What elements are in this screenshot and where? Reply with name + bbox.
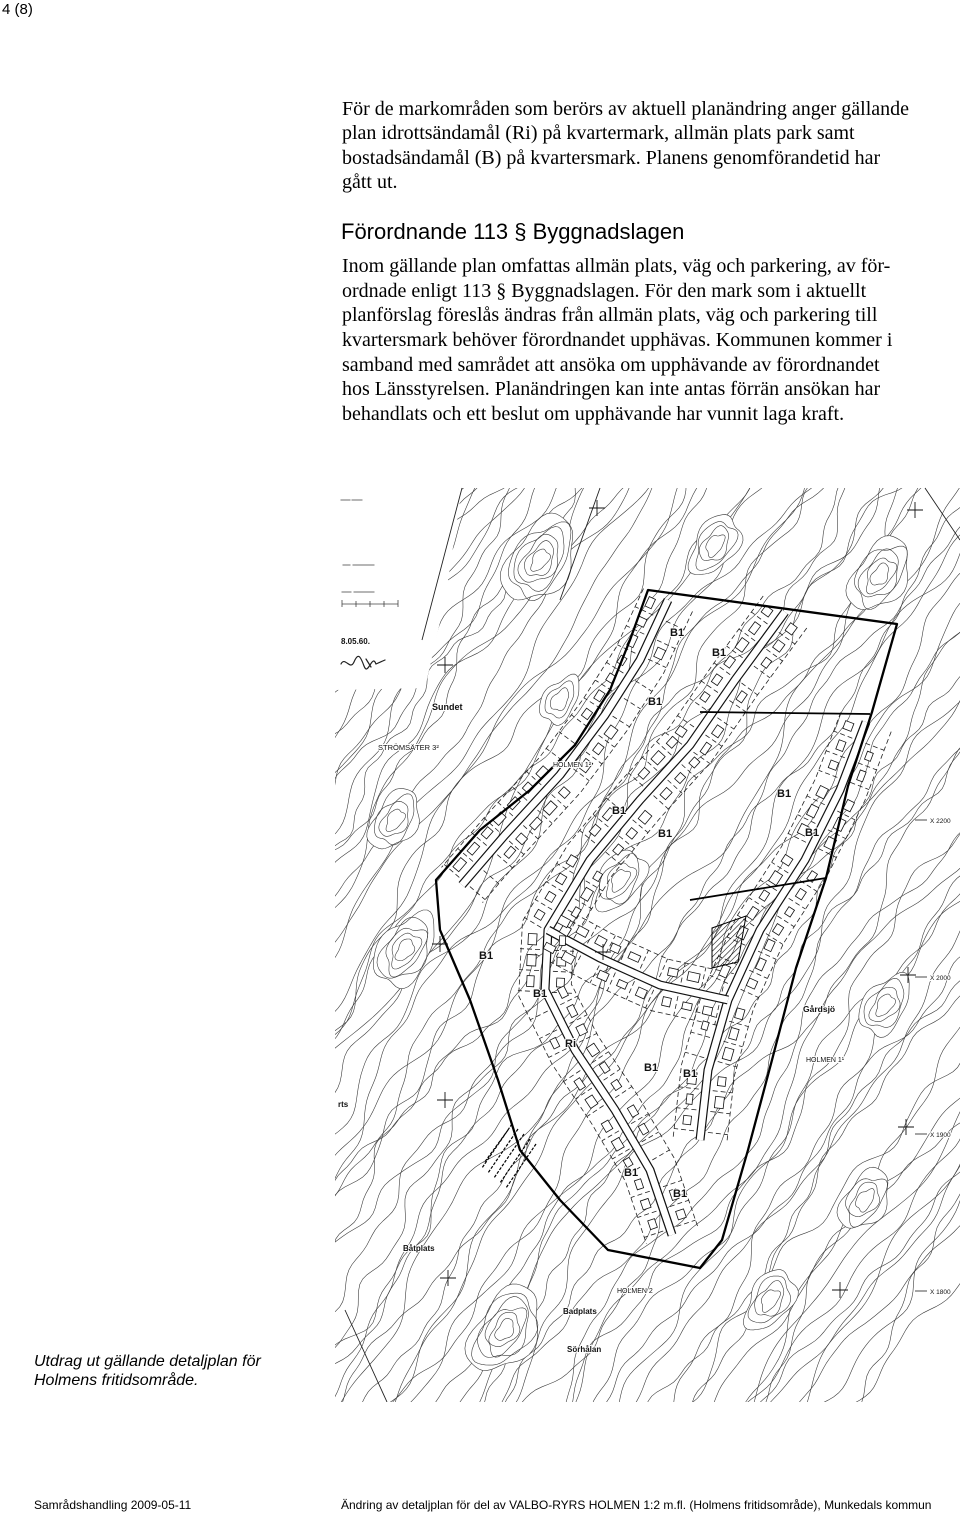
building-footprint [626, 828, 637, 840]
lot-divider [685, 1052, 704, 1058]
zone-label-b1: B1 [712, 647, 727, 659]
contour-line [389, 486, 960, 1402]
lot-divider [553, 971, 573, 972]
building-footprint [654, 647, 666, 660]
property-label-holmen-2: HOLMEN 2 [617, 1288, 653, 1295]
intro-paragraph [342, 97, 952, 195]
building-footprint [638, 1123, 649, 1135]
section-heading: Förordnande 113 § Byggnadslagen [341, 219, 685, 244]
lot-divider [710, 1112, 730, 1114]
building-footprint [576, 926, 589, 938]
building-footprint [843, 721, 854, 732]
building-footprint [662, 997, 672, 1007]
lot-divider [674, 996, 678, 1016]
grid-label: X 1900 [930, 1132, 951, 1139]
building-footprint [604, 725, 618, 739]
lot-divider [677, 1108, 697, 1110]
building-footprint [806, 804, 818, 818]
footer-document-status: Samrådshandling 2009-05-11 [34, 1498, 192, 1512]
building-footprint [712, 725, 724, 738]
building-footprint [764, 939, 775, 952]
building-footprint [749, 622, 761, 635]
zone-label-b1: B1 [658, 828, 673, 840]
place-name-gardsjo: Gårdsjö [803, 1004, 836, 1014]
building-footprint [702, 1006, 713, 1016]
building-footprint [667, 968, 678, 978]
paragraph-line: För de markområden som berörs av aktuell planändring anger gällande [342, 98, 910, 120]
building-footprint [717, 1077, 726, 1087]
paragraph-line: ordnade enligt 113 § Byggnadslagen. För den mark som i aktuellt [342, 279, 867, 302]
section-paragraph [342, 254, 952, 427]
building-footprint [651, 751, 665, 765]
hill-contour [859, 972, 909, 1037]
building-footprint [550, 1037, 560, 1049]
lot-divider [663, 1180, 682, 1186]
lot-divider [826, 751, 845, 758]
lot-divider [657, 640, 675, 649]
building-footprint [785, 907, 795, 917]
hill-contour [539, 674, 579, 725]
lot-divider [749, 970, 767, 978]
zone-label-b1: B1 [777, 788, 792, 800]
lot-divider [652, 1150, 669, 1160]
lot-divider [694, 1001, 698, 1021]
building-footprint [660, 787, 672, 799]
place-name-stromsater: STRÖMSÄTER 3² [378, 743, 439, 752]
building-footprint [628, 952, 641, 963]
building-footprint [566, 855, 578, 868]
lot-divider [819, 770, 838, 777]
plan-boundary [436, 590, 897, 1268]
contour-line [335, 486, 704, 1308]
zone-label-b1: B1 [644, 1062, 659, 1074]
grid-label: X 2200 [930, 818, 951, 825]
lot-divider [724, 1041, 743, 1047]
paragraph-line: plan idrottsändamål (Ri) på kvartermark, allmän plats park samt [342, 122, 855, 145]
date-stamp: 8.05.60. [341, 637, 370, 646]
building-footprint [722, 1047, 734, 1061]
building-footprint [746, 978, 757, 989]
building-footprint [557, 986, 568, 998]
signature [341, 656, 385, 669]
zone-label-b1: B1 [670, 627, 685, 639]
detail-plan-map [335, 486, 960, 1402]
place-name-sundet: Sundet [432, 702, 463, 712]
paragraph-line: samband med samrådet att ansöka om upphävande av förordnandet [342, 353, 880, 376]
building-footprint [638, 810, 652, 824]
place-name-badplats: Badplats [563, 1307, 597, 1316]
contour-line [418, 486, 960, 1402]
zone-label-b1: B1 [612, 805, 627, 817]
building-footprint [747, 906, 759, 920]
building-footprint [735, 638, 749, 653]
contour-lines [335, 486, 960, 1402]
lot-divider [638, 1211, 657, 1217]
building-footprint [611, 1079, 622, 1090]
building-footprint [687, 972, 700, 983]
paragraph-line: Inom gällande plan omfattas allmän plats, väg och parkering, av för- [342, 255, 891, 277]
place-name-rts: rts [338, 1100, 349, 1109]
lot-line [673, 712, 841, 1137]
hill-contour [837, 1167, 888, 1228]
lot-divider [635, 681, 652, 692]
paragraph-line: behandlats och ett beslut om upphävande har vunnit laga kraft. [342, 403, 845, 426]
building-footprint [527, 954, 537, 966]
building-footprint [701, 1021, 709, 1030]
hill-contour [465, 1284, 538, 1371]
lot-divider [612, 1149, 629, 1159]
lot-divider [470, 887, 485, 900]
building-footprint [534, 909, 545, 920]
building-footprint [638, 767, 650, 779]
lot-divider [865, 743, 884, 750]
building-footprint [700, 742, 712, 755]
building-footprint [769, 871, 783, 886]
contour-line [335, 486, 702, 1310]
grid-label: X 1800 [930, 1289, 951, 1296]
building-footprint [736, 691, 747, 703]
building-footprint [617, 979, 628, 989]
building-footprint [545, 891, 556, 902]
building-footprint [761, 657, 772, 668]
paragraph-line: kvartersmark behöver förordnandet upphävas. Kommunen kommer i [342, 329, 893, 352]
building-footprint [785, 623, 797, 635]
hatched-area [712, 916, 746, 968]
lot-divider [530, 1011, 548, 1020]
building-footprint [585, 1095, 598, 1109]
map-caption [34, 1352, 261, 1390]
zone-label-b1: B1 [805, 827, 820, 839]
paragraph-line: hos Länsstyrelsen. Planändringen kan inte antas förrän ansökan har [342, 378, 881, 401]
building-footprint [700, 692, 710, 703]
caption-line: Holmens fritidsområde. [34, 1372, 199, 1389]
grid-label: X 2000 [930, 975, 951, 982]
lot-divider [644, 1231, 663, 1237]
building-footprint [711, 674, 722, 686]
building-footprint [686, 1094, 693, 1105]
building-footprint [729, 1028, 740, 1041]
scale-bar [342, 600, 398, 607]
lot-divider [713, 1091, 733, 1093]
lot-divider [631, 1191, 650, 1197]
building-footprint [865, 751, 874, 761]
building-footprint [567, 1004, 578, 1017]
building-footprint [781, 854, 793, 866]
building-footprint [601, 1120, 613, 1132]
building-footprint [571, 907, 581, 918]
building-footprint [828, 760, 838, 770]
lot-divider [640, 950, 648, 968]
hill-contour [500, 513, 572, 600]
building-footprint [634, 1179, 643, 1190]
building-footprint [593, 743, 605, 755]
footer-document-title: Ändring av detaljplan för del av VALBO-RYRS HOLMEN 1:2 m.fl. (Holmens fritidsområde), Munkedals kommun [341, 1498, 932, 1512]
page-number: 4 (8) [2, 1, 33, 18]
contour-line [424, 486, 960, 1402]
building-footprint [773, 640, 785, 653]
road-edge [462, 600, 668, 885]
building-footprint [610, 943, 621, 954]
lot-divider [520, 949, 540, 950]
zone-label-b1: B1 [533, 988, 548, 1000]
building-footprint [772, 924, 783, 936]
building-footprint [759, 890, 770, 901]
building-footprint [683, 1115, 692, 1125]
building-footprint [795, 888, 806, 900]
building-footprint [580, 887, 593, 901]
building-footprint [504, 846, 516, 858]
building-footprint [836, 740, 846, 752]
building-footprint [857, 770, 867, 782]
place-name-sorhalan: Sörhålan [567, 1345, 602, 1354]
zone-label-ri: Ri [565, 1038, 576, 1050]
lot-divider [559, 732, 575, 744]
building-footprint [599, 1062, 610, 1074]
building-footprint [714, 1096, 724, 1108]
lot-divider [648, 659, 666, 668]
paragraph-line: bostadsändamål (B) på kvartersmark. Planens genomförandetid har [342, 146, 881, 169]
lot-divider [549, 1049, 567, 1058]
paragraph-line: planförslag föreslås ändras från allmän plats, väg och parkering till [342, 304, 878, 327]
building-footprint [682, 1002, 693, 1011]
building-footprint [559, 936, 566, 946]
building-footprint [558, 787, 570, 799]
lot-divider [789, 898, 806, 909]
building-footprint [755, 958, 766, 971]
zone-label-b1: B1 [683, 1068, 698, 1080]
paragraph-line: gått ut. [342, 171, 398, 194]
building-footprint [595, 935, 608, 947]
zone-label-b1: B1 [648, 696, 663, 708]
building-footprint [675, 772, 686, 783]
hill-contour [367, 789, 420, 849]
zone-label-b1: B1 [479, 950, 494, 962]
property-label-holmen-1-1: HOLMEN 1¹ [806, 1057, 845, 1064]
hill-contour [846, 536, 908, 610]
lot-divider [754, 666, 770, 678]
property-label-holmen-1-2: HOLMEN 1² [553, 762, 592, 769]
lot-divider [691, 1032, 710, 1038]
caption-line: Utdrag ut gällande detaljplan för [34, 1353, 261, 1370]
building-footprint [645, 597, 656, 609]
building-footprint [528, 933, 537, 944]
hill-contour [688, 515, 743, 575]
lot-divider [674, 1129, 694, 1131]
place-name-batplats: Båtplats [403, 1244, 435, 1253]
lot-divider [554, 950, 574, 951]
building-footprint [516, 833, 528, 845]
zone-label-b1: B1 [624, 1167, 639, 1179]
contour-line [389, 486, 960, 1402]
building-footprint [586, 1043, 599, 1057]
building-footprint [816, 785, 829, 798]
lot-divider [858, 763, 877, 770]
building-footprint [648, 1219, 658, 1230]
building-footprint [640, 1198, 651, 1209]
building-footprint [527, 976, 535, 987]
zone-label-b1: B1 [673, 1188, 688, 1200]
boat-piers [482, 1124, 536, 1188]
legend-print [341, 500, 374, 592]
building-footprint [627, 1105, 638, 1118]
lot-divider [718, 1062, 737, 1068]
contour-line [335, 486, 763, 1346]
building-footprint [675, 726, 687, 738]
lot-divider [484, 871, 499, 884]
contour-line [335, 486, 767, 1329]
